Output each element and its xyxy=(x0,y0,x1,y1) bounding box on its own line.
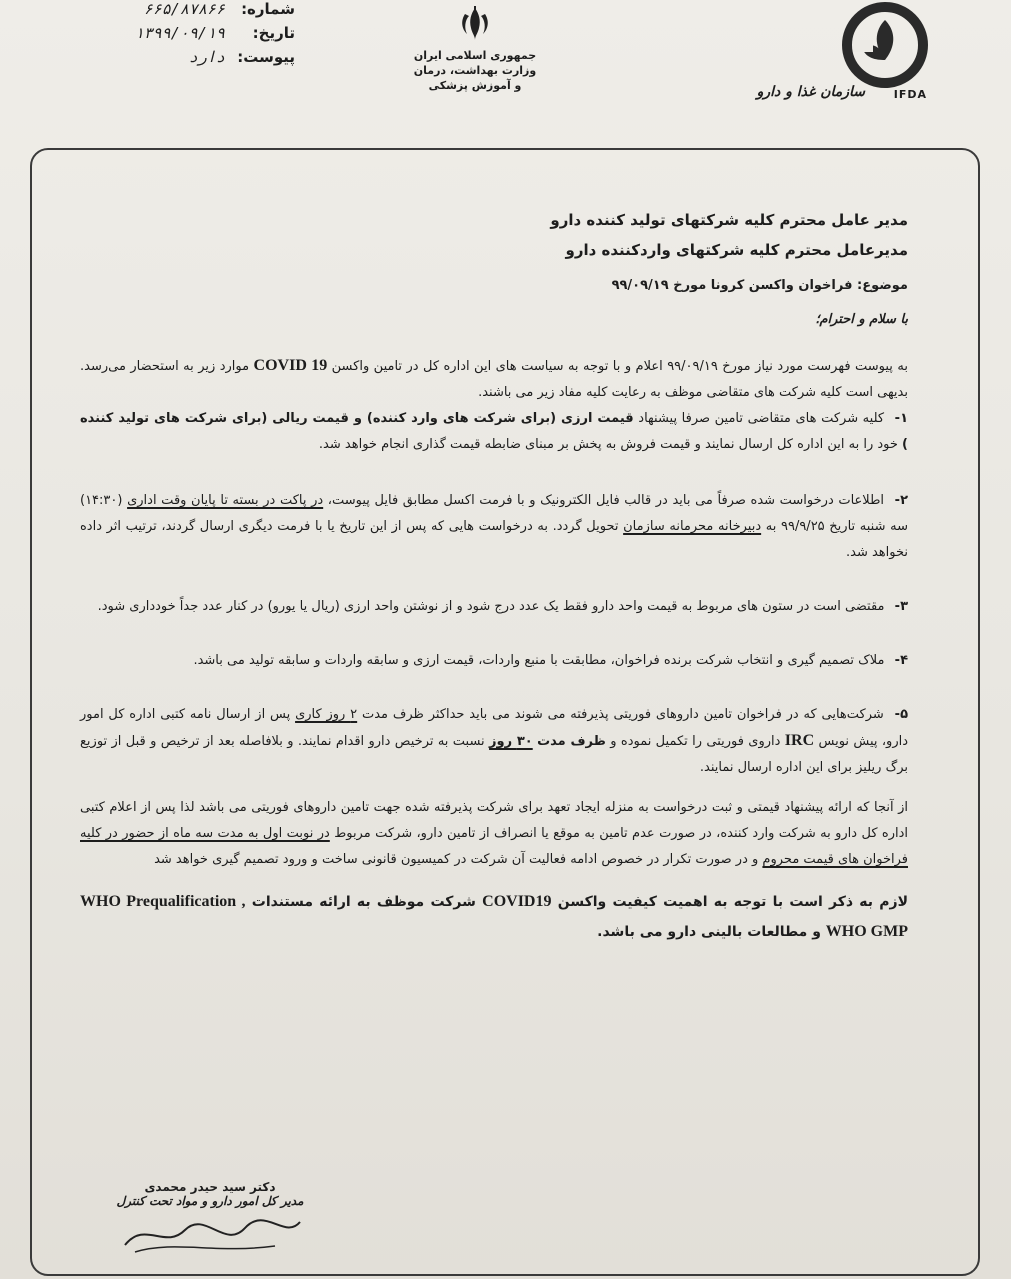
item-5-text-e: داروی فوریتی را تکمیل نموده و xyxy=(610,734,781,749)
item-4 xyxy=(80,648,908,674)
item-2-deadline-underlined: در پاکت در بسته تا پایان وقت اداری xyxy=(127,493,324,508)
item-2-text-c: (۱۴:۳۰) سه شنبه تاریخ ۹۹/۹/۲۵ به xyxy=(80,493,908,534)
date-label: تاریخ: xyxy=(252,24,295,42)
letter-body xyxy=(80,205,908,947)
item-4-number: ۴- xyxy=(894,653,908,668)
ministry-line-3: و آموزش پزشکی xyxy=(428,79,522,92)
item-1-text-bold: قیمت ارزی (برای شرکت های وارد کننده) و قیمت ریالی (برای شرکت های تولید کننده ) xyxy=(80,411,908,452)
attachment-value: دارد xyxy=(188,48,225,66)
item-5-text-h: نسبت به ترخیص دارو اقدام نمایند. و بلافاصله بعد از ترخیص و قبل از توزیع برگ ریلیز برای این اداره ارسال نمایند. xyxy=(80,734,908,775)
ifda-logo-icon xyxy=(735,0,935,90)
org-name: سازمان غذا و دارو xyxy=(756,84,865,100)
final-text-a: لازم به ذکر است با توجه به اهمیت کیفیت واکسن xyxy=(557,894,908,910)
final-text-e: و مطالعات بالینی دارو می باشد. xyxy=(597,924,821,940)
ifda-logo xyxy=(735,0,935,110)
item-2 xyxy=(80,488,908,566)
intro-text-a: به پیوست فهرست مورد نیاز مورخ ۹۹/۰۹/۱۹ اعلام و با توجه به سیاست های این اداره کل در تامین واکسن xyxy=(331,359,908,374)
number-row xyxy=(95,0,295,24)
closing-ban-underlined: در نوبت اول به مدت سه ماه از حضور در کلیه فراخوان های قیمت محروم xyxy=(80,826,908,867)
item-5 xyxy=(80,702,908,781)
intro-paragraph xyxy=(80,353,908,406)
item-5-within-bold: ظرف مدت xyxy=(537,734,606,749)
ministry-line-2: وزارت بهداشت، درمان xyxy=(413,64,537,77)
closing-paragraph xyxy=(80,795,908,873)
date-value: ۱۳۹۹/۰۹/۱۹ xyxy=(134,24,225,42)
item-5-two-days-underlined: ۲ روز کاری xyxy=(295,707,358,722)
item-5-irc-term: IRC xyxy=(784,732,815,749)
item-2-text-a: اطلاعات درخواست شده صرفاً می باید در قالب فایل الکترونیک و با فرمت اکسل مطابق فایل پیوست، xyxy=(327,493,885,508)
item-2-secretariat-underlined: دبیرخانه محرمانه سازمان xyxy=(623,519,762,534)
signatory-name: دکتر سید حیدر محمدی xyxy=(144,1180,276,1194)
item-5-number: ۵- xyxy=(894,707,908,722)
iran-emblem-icon xyxy=(455,4,495,44)
item-5-text-c: پس از ارسال نامه کتبی اداره کل امور دارو، پیش نویس xyxy=(80,707,908,749)
item-5-thirty-days-underlined: ۳۰ روز xyxy=(489,734,533,749)
org-abbr: IFDA xyxy=(893,88,927,101)
item-3-number: ۳- xyxy=(894,599,908,614)
item-5-text-a: شرکت‌هایی که در فراخوان تامین داروهای فوریتی پذیرفته می شوند می باید حداکثر ظرف مدت xyxy=(362,707,884,722)
number-label: شماره: xyxy=(241,0,295,18)
item-3 xyxy=(80,594,908,620)
item-1-text-a: کلیه شرکت های متقاضی تامین صرفا پیشنهاد xyxy=(638,411,885,426)
date-row xyxy=(95,24,295,48)
intro-covid-term: COVID 19 xyxy=(253,357,328,374)
signature-scribble-icon xyxy=(115,1210,305,1260)
item-2-number: ۲- xyxy=(894,493,908,508)
ministry-header xyxy=(400,4,550,93)
final-who-terms: WHO Prequalification , WHO GMP xyxy=(80,893,908,940)
item-1-text-c: خود را به این اداره کل ارسال نمایند و قیمت فروش به پخش بر مبنای ضابطه قیمت گذاری انجام خواهد شد. xyxy=(318,437,898,452)
item-1-number: ۱- xyxy=(894,411,908,426)
closing-text-a: از آنجا که ارائه پیشنهاد قیمتی و ثبت درخواست به منزله ایجاد تعهد برای شرکت پذیرفته شده جهت تامین داروهای فوریتی می باشد لذا پس از اعلام کتبی اداره کل دارو به شرکت وارد کننده، در صورت عدم تامین به موقع یا انصراف از تامین دارو، شرکت مربوط xyxy=(80,800,908,841)
number-value: ۶۶۵/۸۷۸۶۶ xyxy=(143,0,225,18)
signatory-title: مدیر کل امور دارو و مواد تحت کنترل xyxy=(116,1194,304,1208)
item-4-text: ملاک تصمیم گیری و انتخاب شرکت برنده فراخوان، مطابقت با منبع واردات، قیمت ارزی و سابقه واردات و سابقه تولید می باشد. xyxy=(193,653,885,668)
recipient-2: مدیرعامل محترم کلیه شرکتهای واردکننده دارو xyxy=(565,241,908,259)
subject-line: موضوع: فراخوان واکسن کرونا مورخ ۹۹/۰۹/۱۹ xyxy=(611,278,908,293)
final-text-c: شرکت موظف به ارائه مستندات xyxy=(251,894,476,910)
intro-text-c: موارد زیر به استحضار می‌رسد. بدیهی است کلیه شرکت های متقاضی موظف به رعایت کلیه مفاد زیر می باشند. xyxy=(80,359,908,400)
final-paragraph xyxy=(80,887,908,947)
ministry-line-1: جمهوری اسلامی ایران xyxy=(413,49,537,62)
item-3-text: مقتضی است در ستون های مربوط به قیمت واحد دارو فقط یک عدد درج شود و از نوشتن واحد ارزی (ریال یا یورو) در کنار عدد جداً خودداری شود. xyxy=(97,599,885,614)
final-covid-term: COVID19 xyxy=(482,893,552,910)
closing-text-c: و در صورت تکرار در خصوص ادامه فعالیت آن شرکت در کمیسیون قانونی ساخت و ورود تصمیم گیری خواهد شد xyxy=(154,852,759,867)
recipient-1: مدیر عامل محترم کلیه شرکتهای تولید کننده دارو xyxy=(550,211,908,229)
item-1 xyxy=(80,406,908,458)
item-2-text-e: تحویل گردد. به درخواست هایی که پس از این تاریخ یا با فرمت دیگری ارسال گردند، ترتیب اثر داده نخواهد شد. xyxy=(80,519,908,560)
attachment-row xyxy=(95,48,295,72)
letter-meta xyxy=(95,0,295,72)
attachment-label: پیوست: xyxy=(237,48,295,66)
signature-block xyxy=(110,1180,310,1208)
greeting: با سلام و احترام؛ xyxy=(815,312,908,327)
